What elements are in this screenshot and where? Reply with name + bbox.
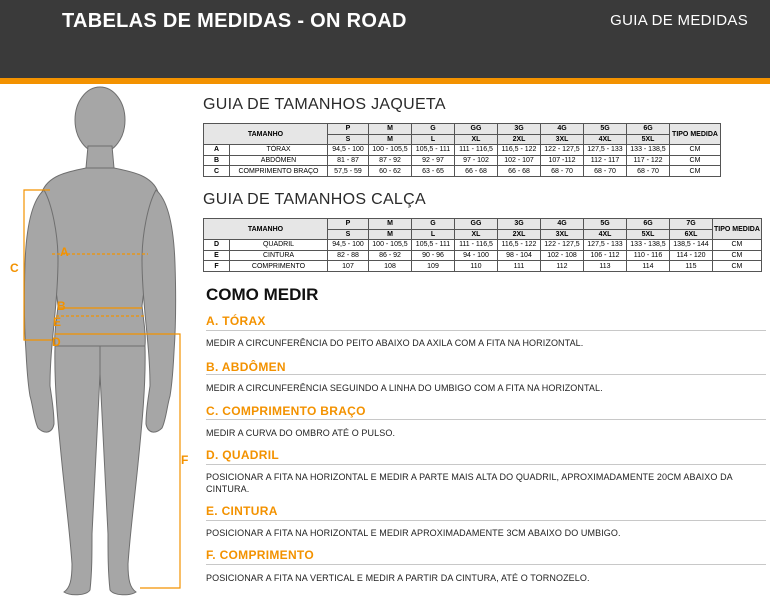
- measure-description: POSICIONAR A FITA NA VERTICAL E MEDIR A PARTIR DA CINTURA, ATÉ O TORNOZELO.: [206, 573, 590, 583]
- row-value: 127,5 - 133: [584, 145, 627, 156]
- table-row: [204, 155, 721, 166]
- size-header-intl: 5XL: [627, 134, 670, 145]
- size-header-intl: 6XL: [670, 229, 713, 240]
- body-silhouette: [24, 87, 175, 595]
- row-measure-name: QUADRIL: [230, 240, 328, 251]
- row-value: 133 - 138,5: [627, 145, 670, 156]
- tamanho-header: TAMANHO: [204, 219, 328, 240]
- row-value: 90 - 96: [412, 250, 455, 261]
- row-letter: D: [204, 240, 230, 251]
- size-header-intl: L: [412, 134, 455, 145]
- body-figure: [0, 84, 200, 600]
- size-header-intl: 5XL: [627, 229, 670, 240]
- measure-heading: A. TÓRAX: [206, 314, 266, 328]
- row-value: 97 - 102: [455, 155, 498, 166]
- row-value: 109: [412, 261, 455, 272]
- row-value: 107 -112: [541, 155, 584, 166]
- size-header-intl: 3XL: [541, 229, 584, 240]
- row-value: 111 - 116,5: [455, 240, 498, 251]
- size-header-intl: XL: [455, 229, 498, 240]
- measure-heading: F. COMPRIMENTO: [206, 548, 314, 562]
- table-row: [204, 145, 721, 156]
- row-unit: CM: [670, 155, 721, 166]
- row-value: 57,5 - 59: [328, 166, 369, 177]
- measure-heading: C. COMPRIMENTO BRAÇO: [206, 404, 366, 418]
- row-value: 116,5 - 122: [498, 145, 541, 156]
- jacket-size-table: [203, 123, 721, 177]
- row-measure-name: COMPRIMENTO BRAÇO: [230, 166, 328, 177]
- size-header-br: P: [328, 124, 369, 135]
- row-value: 108: [369, 261, 412, 272]
- row-unit: CM: [670, 145, 721, 156]
- size-header-intl: M: [369, 229, 412, 240]
- measure-heading: D. QUADRIL: [206, 448, 279, 462]
- size-header-br: M: [369, 219, 412, 230]
- size-header-intl: S: [328, 229, 369, 240]
- row-value: 82 - 88: [328, 250, 369, 261]
- size-header-br: G: [412, 219, 455, 230]
- size-header-intl: 4XL: [584, 134, 627, 145]
- size-header-br: 5G: [584, 219, 627, 230]
- page-subtitle: GUIA DE MEDIDAS: [610, 12, 748, 29]
- size-header-br: P: [328, 219, 369, 230]
- table-header-row: [204, 219, 762, 230]
- row-value: 68 - 70: [627, 166, 670, 177]
- measure-description: POSICIONAR A FITA NA HORIZONTAL E MEDIR A PARTE MAIS ALTA DO QUADRIL, APROXIMADAMENTE 20CM ABAIXO DA CINTURA.: [206, 472, 733, 494]
- figure-label-c: C: [10, 261, 19, 275]
- row-value: 68 - 70: [541, 166, 584, 177]
- table-row: [204, 261, 762, 272]
- tipo-medida-header: TIPO MEDIDA: [713, 219, 762, 240]
- divider: [206, 520, 766, 521]
- row-value: 66 - 68: [455, 166, 498, 177]
- jacket-section-title: GUIA DE TAMANHOS JAQUETA: [203, 96, 446, 113]
- size-header-intl: S: [328, 134, 369, 145]
- row-value: 107: [328, 261, 369, 272]
- size-header-br: 3G: [498, 124, 541, 135]
- row-measure-name: ABDÔMEN: [230, 155, 328, 166]
- divider: [206, 419, 766, 420]
- size-header-br: 3G: [498, 219, 541, 230]
- divider: [206, 330, 766, 331]
- table-row: [204, 240, 762, 251]
- figure-label-e: E: [53, 315, 62, 329]
- size-header-br: 6G: [627, 124, 670, 135]
- table-row: [204, 250, 762, 261]
- page-header: [0, 0, 770, 78]
- pants-size-table: [203, 218, 762, 272]
- measure-description: MEDIR A CURVA DO OMBRO ATÉ O PULSO.: [206, 428, 396, 438]
- row-value: 106 - 112: [584, 250, 627, 261]
- row-unit: CM: [670, 166, 721, 177]
- row-value: 138,5 - 144: [670, 240, 713, 251]
- size-header-intl: M: [369, 134, 412, 145]
- row-value: 100 - 105,5: [369, 145, 412, 156]
- row-value: 81 - 87: [328, 155, 369, 166]
- row-value: 102 - 107: [498, 155, 541, 166]
- row-unit: CM: [713, 250, 762, 261]
- row-value: 110 - 116: [627, 250, 670, 261]
- row-value: 66 - 68: [498, 166, 541, 177]
- size-header-intl: 2XL: [498, 134, 541, 145]
- measure-description: MEDIR A CIRCUNFERÊNCIA DO PEITO ABAIXO DA AXILA COM A FITA NA HORIZONTAL.: [206, 338, 584, 348]
- row-value: 60 - 62: [369, 166, 412, 177]
- figure-label-d: D: [52, 335, 61, 349]
- row-value: 68 - 70: [584, 166, 627, 177]
- size-header-intl: 4XL: [584, 229, 627, 240]
- row-letter: B: [204, 155, 230, 166]
- row-value: 98 - 104: [498, 250, 541, 261]
- divider: [206, 374, 766, 375]
- row-value: 127,5 - 133: [584, 240, 627, 251]
- row-value: 122 - 127,5: [541, 145, 584, 156]
- tipo-medida-header: TIPO MEDIDA: [670, 124, 721, 145]
- pants-section-title: GUIA DE TAMANHOS CALÇA: [203, 191, 426, 208]
- row-value: 117 - 122: [627, 155, 670, 166]
- row-value: 114 - 120: [670, 250, 713, 261]
- divider: [206, 564, 766, 565]
- table-header-row: [204, 124, 721, 135]
- row-value: 115: [670, 261, 713, 272]
- row-value: 100 - 105,5: [369, 240, 412, 251]
- size-header-br: 6G: [627, 219, 670, 230]
- row-measure-name: CINTURA: [230, 250, 328, 261]
- row-letter: F: [204, 261, 230, 272]
- measure-heading: E. CINTURA: [206, 504, 278, 518]
- figure-label-a: A: [60, 245, 69, 259]
- row-value: 111: [498, 261, 541, 272]
- row-unit: CM: [713, 261, 762, 272]
- row-value: 122 - 127,5: [541, 240, 584, 251]
- measure-description: POSICIONAR A FITA NA HORIZONTAL E MEDIR APROXIMADAMENTE 3CM ABAIXO DO UMBIGO.: [206, 528, 621, 538]
- row-value: 116,5 - 122: [498, 240, 541, 251]
- row-value: 63 - 65: [412, 166, 455, 177]
- row-value: 133 - 138,5: [627, 240, 670, 251]
- size-header-br: 4G: [541, 124, 584, 135]
- row-value: 102 - 108: [541, 250, 584, 261]
- size-header-br: G: [412, 124, 455, 135]
- row-value: 111 - 116,5: [455, 145, 498, 156]
- row-value: 114: [627, 261, 670, 272]
- row-letter: A: [204, 145, 230, 156]
- row-value: 86 - 92: [369, 250, 412, 261]
- row-value: 94 - 100: [455, 250, 498, 261]
- size-header-intl: L: [412, 229, 455, 240]
- divider: [206, 464, 766, 465]
- figure-label-f: F: [181, 453, 189, 467]
- row-value: 92 - 97: [412, 155, 455, 166]
- row-value: 112 - 117: [584, 155, 627, 166]
- size-header-intl: XL: [455, 134, 498, 145]
- size-header-br: 7G: [670, 219, 713, 230]
- size-header-br: 5G: [584, 124, 627, 135]
- row-unit: CM: [713, 240, 762, 251]
- page-title: TABELAS DE MEDIDAS - ON ROAD: [62, 10, 407, 32]
- row-letter: C: [204, 166, 230, 177]
- table-row: [204, 166, 721, 177]
- row-measure-name: TÓRAX: [230, 145, 328, 156]
- row-value: 105,5 - 111: [412, 240, 455, 251]
- size-header-intl: 2XL: [498, 229, 541, 240]
- size-header-br: M: [369, 124, 412, 135]
- row-value: 105,5 - 111: [412, 145, 455, 156]
- como-medir-title: COMO MEDIR: [206, 285, 319, 304]
- measure-description: MEDIR A CIRCUNFERÊNCIA SEGUINDO A LINHA DO UMBIGO COM A FITA NA HORIZONTAL.: [206, 383, 603, 393]
- row-measure-name: COMPRIMENTO: [230, 261, 328, 272]
- tamanho-header: TAMANHO: [204, 124, 328, 145]
- row-value: 87 - 92: [369, 155, 412, 166]
- size-header-br: 4G: [541, 219, 584, 230]
- row-value: 94,5 - 100: [328, 145, 369, 156]
- row-value: 113: [584, 261, 627, 272]
- row-letter: E: [204, 250, 230, 261]
- size-header-intl: 3XL: [541, 134, 584, 145]
- row-value: 94,5 - 100: [328, 240, 369, 251]
- size-header-br: GG: [455, 219, 498, 230]
- size-header-br: GG: [455, 124, 498, 135]
- measure-heading: B. ABDÔMEN: [206, 360, 286, 374]
- row-value: 112: [541, 261, 584, 272]
- row-value: 110: [455, 261, 498, 272]
- figure-label-b: B: [57, 299, 66, 313]
